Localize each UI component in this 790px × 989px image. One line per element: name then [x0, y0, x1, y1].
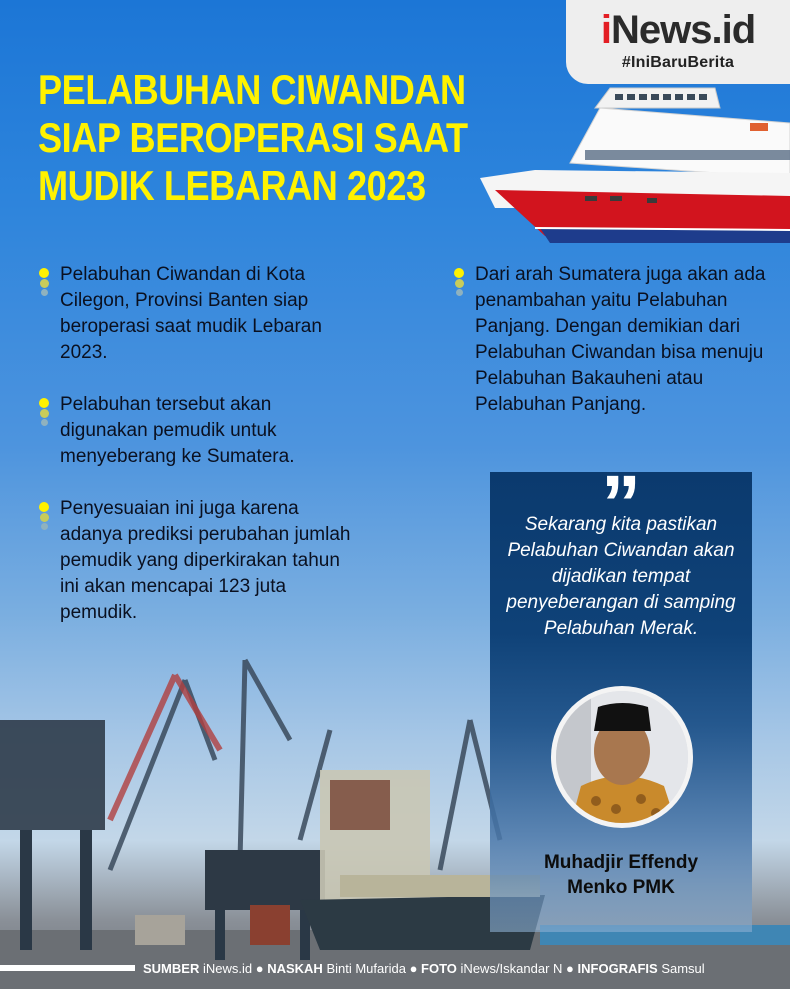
credits-footer [0, 957, 790, 979]
headline-line-1: PELABUHAN CIWANDAN [38, 66, 466, 113]
headline-line-2: SIAP BEROPERASI SAAT [38, 114, 468, 161]
speaker-info [490, 850, 752, 900]
bullet-text: Pelabuhan tersebut akan digunakan pemudik untuk menyeberang ke Sumatera. [60, 394, 295, 467]
bullet-item [38, 262, 358, 366]
ferry-ship-image [475, 78, 790, 248]
speaker-name: Muhadjir Effendy [543, 852, 699, 873]
infografis-label: INFOGRAFIS [577, 960, 658, 976]
bullet-item [453, 262, 773, 418]
bullet-item [38, 496, 358, 626]
quote-panel [490, 459, 752, 932]
speaker-title: Menko PMK [567, 877, 675, 898]
quote-text: Sekarang kita pastikan Pelabuhan Ciwandan akan dijadikan tempat penyeberangan di samping Pelabuhan Merak. [506, 514, 736, 639]
infografis-value: Samsul [661, 960, 705, 976]
inews-logo [566, 8, 790, 52]
naskah-value: Binti Mufarida [326, 960, 406, 976]
bullet-text: Dari arah Sumatera juga akan ada penambahan yaitu Pelabuhan Panjang. Dengan demikian dari Pelabuhan Ciwandan bisa menuju Pelabuhan Bakauheni atau Pelabuhan Panjang. [475, 264, 766, 415]
inews-logo-box [566, 0, 790, 84]
naskah-label: NASKAH [267, 960, 323, 976]
bullet-item [38, 392, 298, 470]
bullet-dots-icon [38, 398, 50, 427]
bullet-dots-icon [38, 268, 50, 297]
headline [38, 66, 468, 210]
separator-dot-icon: ● [255, 960, 264, 976]
sumber-value: iNews.id [202, 960, 253, 976]
credits-text [143, 961, 705, 976]
bullet-dots-icon [38, 502, 50, 531]
logo-i: i [600, 8, 611, 52]
bullet-text: Pelabuhan Ciwandan di Kota Cilegon, Provinsi Banten siap beroperasi saat mudik Lebaran 2023. [60, 264, 322, 363]
foto-label: FOTO [421, 960, 457, 976]
footer-divider [0, 965, 135, 971]
bullet-text: Penyesuaian ini juga karena adanya prediksi perubahan jumlah pemudik yang diperkirakan tahun ini akan mencapai 123 juta pemudik. [60, 498, 351, 623]
speaker-avatar [551, 686, 693, 828]
logo-text: News.id [610, 8, 756, 52]
bullet-list-right [453, 262, 773, 444]
headline-line-3: MUDIK LEBARAN 2023 [38, 162, 426, 209]
logo-tagline: #IniBaruBerita [621, 54, 735, 71]
sumber-label: SUMBER [143, 960, 200, 976]
bullet-list-left [38, 262, 358, 652]
quote-mark-icon: ” [601, 459, 641, 548]
separator-dot-icon: ● [409, 960, 418, 976]
separator-dot-icon: ● [566, 960, 574, 976]
bullet-dots-icon [453, 268, 465, 297]
foto-value: iNews/Iskandar N [460, 960, 563, 976]
